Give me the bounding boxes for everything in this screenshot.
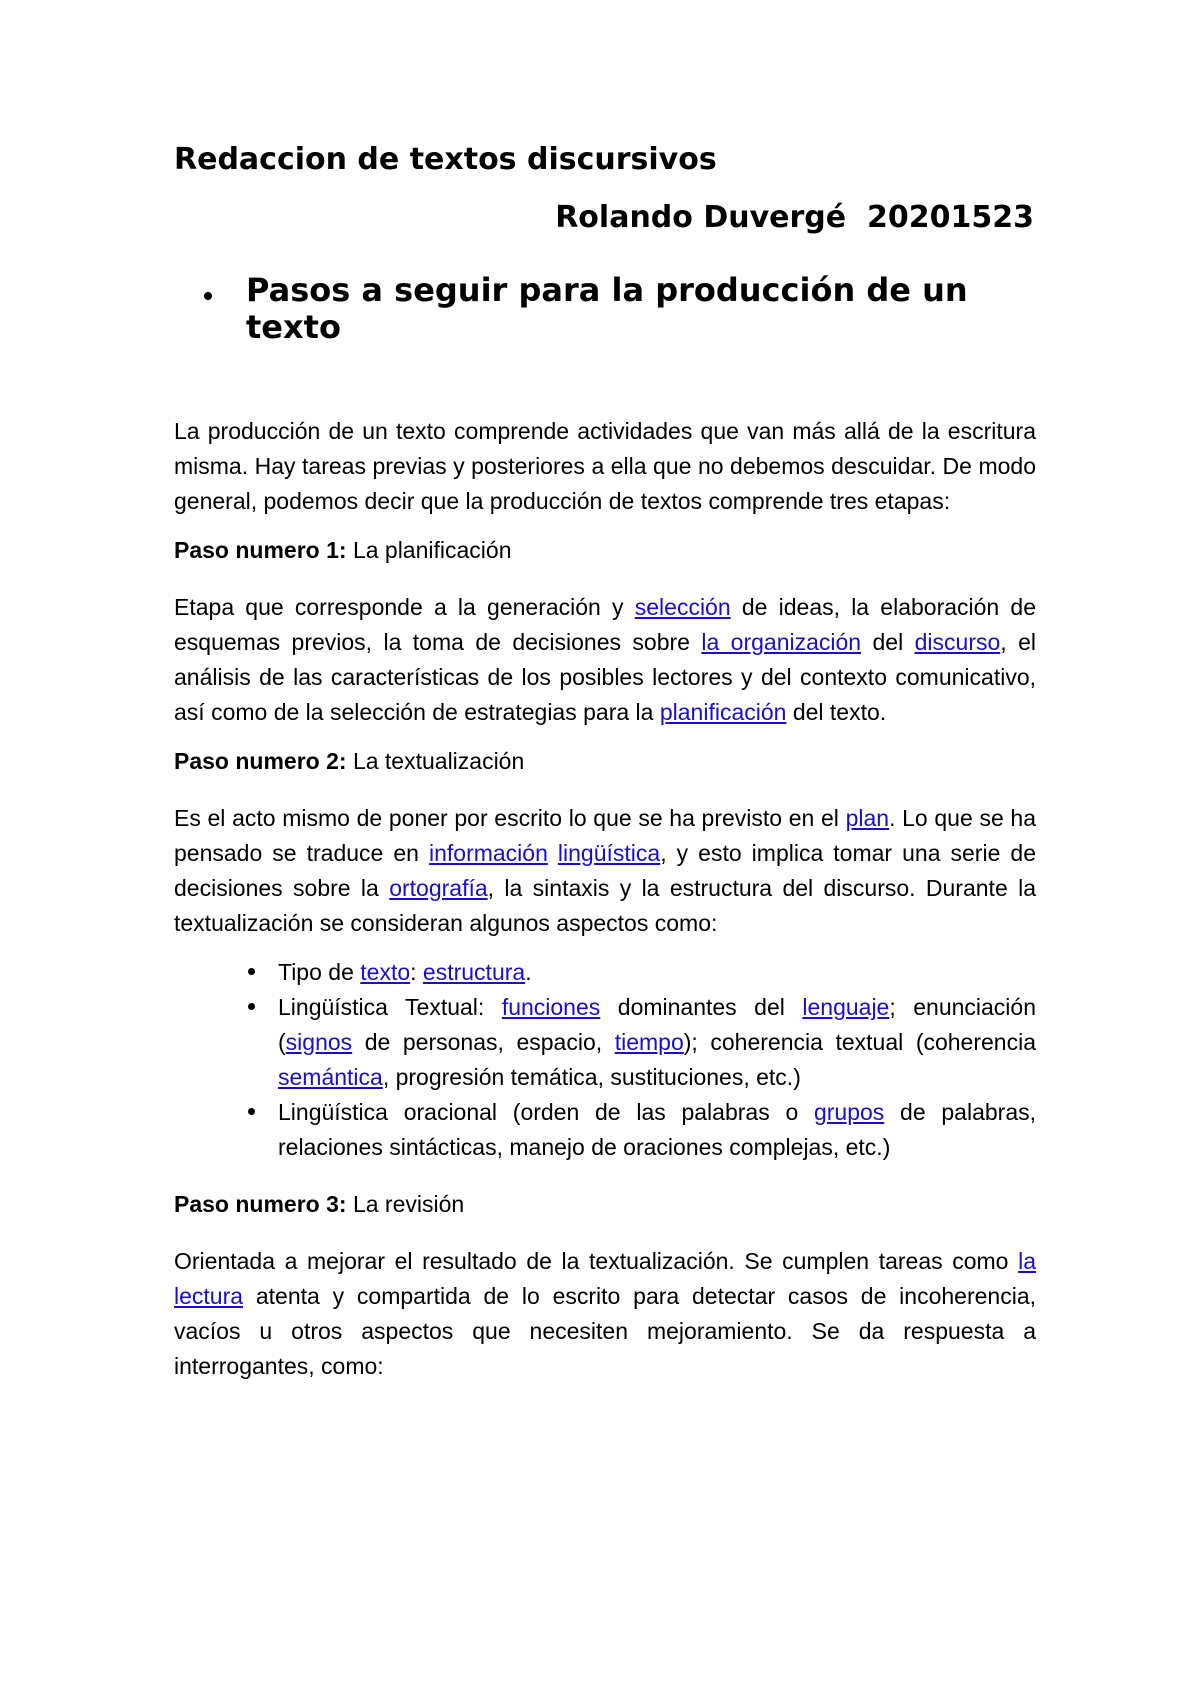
text-run: Lingüística oracional (orden de las palabras o — [278, 1099, 814, 1125]
document-title: Redaccion de textos discursivos — [174, 142, 717, 177]
step-3-paragraph — [174, 1244, 1036, 1384]
step-label: Paso numero 3: — [174, 1191, 347, 1217]
link-funciones[interactable]: funciones — [501, 994, 601, 1020]
link-la-lectura[interactable]: la lectura — [174, 1248, 1036, 1309]
link-informacion[interactable]: información — [428, 840, 548, 866]
link-lenguaje[interactable]: lenguaje — [802, 994, 890, 1020]
step-name: La revisión — [352, 1191, 465, 1217]
section-heading: Pasos a seguir para la producción de un texto — [246, 271, 968, 346]
link-grupos[interactable]: grupos — [813, 1099, 885, 1125]
step-1-paragraph — [174, 590, 1036, 730]
text-run: Es el acto mismo de poner por escrito lo que se ha previsto en el — [174, 805, 846, 831]
text-run: : — [410, 959, 423, 985]
text-run: Lingüística Textual: — [278, 994, 502, 1020]
text-run: del texto. — [786, 699, 887, 725]
link-plan[interactable]: plan — [845, 805, 890, 831]
intro-paragraph: La producción de un texto comprende actividades que van más allá de la escritura misma. Hay tareas previas y posteriores a ella que no debemos descuidar. De modo general, podemos decir que la producción de textos comprende tres etapas: — [174, 418, 1036, 514]
step-label: Paso numero 1: — [174, 537, 347, 563]
list-item — [278, 955, 1036, 990]
text-run: , el análisis de las características de los posibles lectores y del contexto comunicativo, así como de la selección de estrategias para la — [174, 629, 1036, 725]
author-line: Rolando Duvergé 20201523 — [555, 200, 1034, 235]
list-item — [278, 990, 1036, 1095]
link-linguistica[interactable]: lingüística — [557, 840, 661, 866]
text-run: de ideas, la elaboración de esquemas previos, la toma de decisiones sobre — [174, 594, 1037, 655]
text-run: del — [861, 629, 915, 655]
link-estructura[interactable]: estructura — [422, 959, 526, 985]
text-run: , progresión temática, sustituciones, etc.) — [382, 1064, 801, 1090]
link-tiempo[interactable]: tiempo — [614, 1029, 684, 1055]
text-run: de personas, espacio, — [352, 1029, 615, 1055]
link-planificacion[interactable]: planificación — [659, 699, 787, 725]
bullet-icon — [248, 1003, 255, 1010]
step-2-heading — [174, 744, 1036, 779]
bullet-icon — [248, 1108, 255, 1115]
link-texto[interactable]: texto — [360, 959, 411, 985]
text-run: atenta y compartida de lo escrito para detectar casos de incoherencia, vacíos u otros aspectos que necesiten mejoramiento. Se da respuesta a interrogantes, como: — [174, 1283, 1036, 1379]
bullet-icon — [248, 968, 255, 975]
bullet-icon — [204, 292, 212, 300]
link-ortografia[interactable]: ortografía — [389, 875, 488, 901]
step-name: La planificación — [352, 537, 512, 563]
aspects-list — [174, 955, 1036, 1165]
text-run: dominantes del — [600, 994, 803, 1020]
text-run: Tipo de — [278, 959, 361, 985]
text-run: . Lo que se ha pensado se traduce en — [174, 805, 1036, 866]
text-run: Etapa que corresponde a la generación y — [174, 594, 635, 620]
step-label: Paso numero 2: — [174, 748, 347, 774]
text-run: ; enunciación ( — [278, 994, 1036, 1055]
section-heading-block — [204, 272, 1004, 346]
link-la-organizacion[interactable]: la organización — [701, 629, 862, 655]
text-run: . — [525, 959, 532, 985]
text-run: de palabras, relaciones sintácticas, manejo de oraciones complejas, etc.) — [278, 1099, 1036, 1160]
link-semantica[interactable]: semántica — [278, 1064, 383, 1090]
text-run: , la sintaxis y la estructura del discurso. Durante la textualización se consideran algunos aspectos como: — [174, 875, 1036, 936]
step-name: La textualización — [352, 748, 525, 774]
link-seleccion[interactable]: selección — [634, 594, 731, 620]
step-1-heading — [174, 533, 1036, 568]
link-discurso[interactable]: discurso — [914, 629, 1001, 655]
text-run: , y esto implica tomar una serie de decisiones sobre la — [174, 840, 1036, 901]
list-item — [278, 1095, 1036, 1165]
step-3-heading — [174, 1187, 1036, 1222]
link-signos[interactable]: signos — [285, 1029, 353, 1055]
step-2-paragraph — [174, 801, 1036, 941]
text-run: Orientada a mejorar el resultado de la textualización. Se cumplen tareas como — [174, 1248, 1019, 1274]
document-body — [174, 414, 1036, 1398]
text-run: ); coherencia textual (coherencia — [683, 1029, 1036, 1055]
text-run — [548, 840, 558, 866]
